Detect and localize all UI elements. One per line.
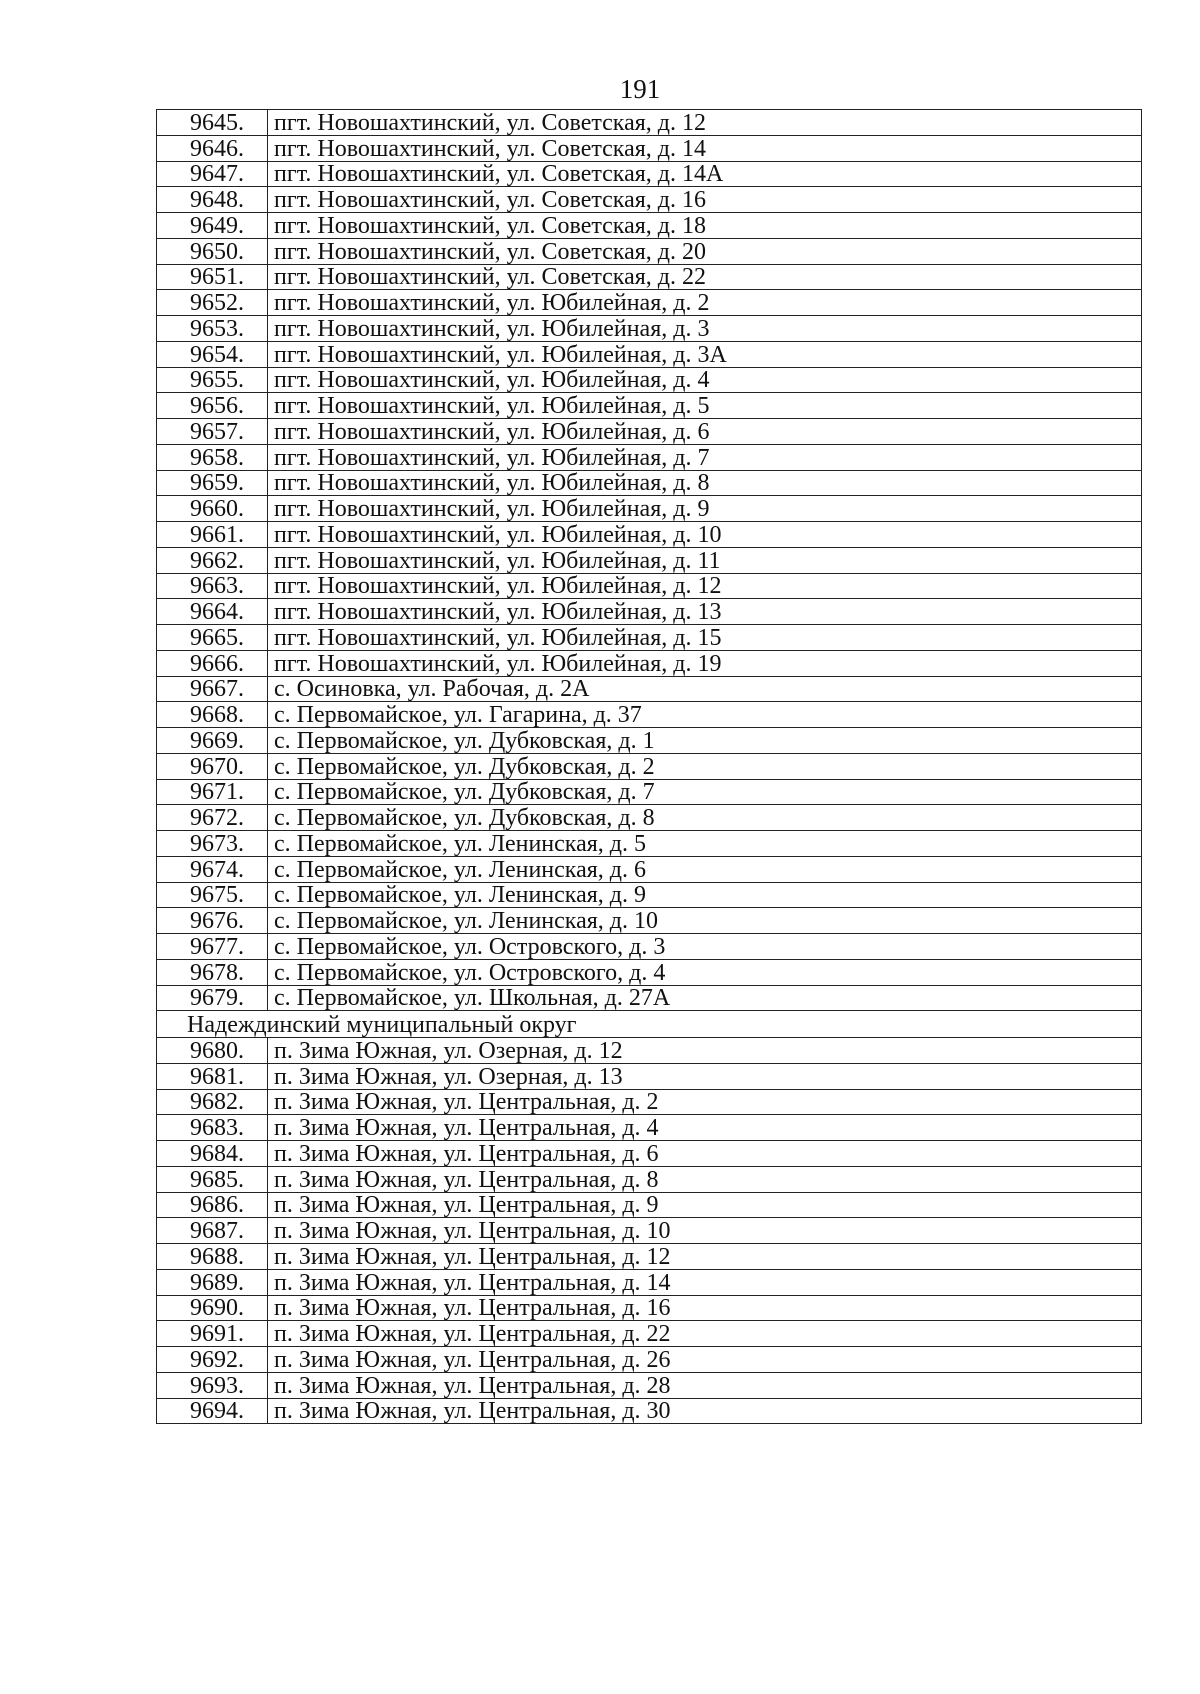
row-number: 9678. xyxy=(157,959,268,985)
row-address: пгт. Новошахтинский, ул. Советская, д. 20 xyxy=(268,238,1142,264)
row-address: пгт. Новошахтинский, ул. Юбилейная, д. 11 xyxy=(268,547,1142,573)
row-address: п. Зима Южная, ул. Озерная, д. 12 xyxy=(268,1038,1142,1064)
row-number: 9671. xyxy=(157,779,268,805)
row-address: пгт. Новошахтинский, ул. Юбилейная, д. 3А xyxy=(268,341,1142,367)
table-row xyxy=(157,934,1142,960)
row-number: 9677. xyxy=(157,934,268,960)
row-number: 9676. xyxy=(157,908,268,934)
table-row xyxy=(157,1089,1142,1115)
row-number: 9679. xyxy=(157,985,268,1011)
table-row xyxy=(157,316,1142,342)
row-number: 9672. xyxy=(157,805,268,831)
row-number: 9651. xyxy=(157,264,268,290)
row-address: п. Зима Южная, ул. Центральная, д. 28 xyxy=(268,1372,1142,1398)
row-number: 9647. xyxy=(157,161,268,187)
row-number: 9659. xyxy=(157,470,268,496)
row-address: п. Зима Южная, ул. Центральная, д. 14 xyxy=(268,1269,1142,1295)
row-number: 9680. xyxy=(157,1038,268,1064)
row-address: с. Осиновка, ул. Рабочая, д. 2А xyxy=(268,676,1142,702)
table-row xyxy=(157,985,1142,1011)
row-address: с. Первомайское, ул. Дубковская, д. 1 xyxy=(268,728,1142,754)
row-address: с. Первомайское, ул. Гагарина, д. 37 xyxy=(268,702,1142,728)
row-address: пгт. Новошахтинский, ул. Советская, д. 12 xyxy=(268,110,1142,136)
row-address: п. Зима Южная, ул. Центральная, д. 9 xyxy=(268,1192,1142,1218)
row-address: п. Зима Южная, ул. Озерная, д. 13 xyxy=(268,1063,1142,1089)
section-title: Надеждинский муниципальный округ xyxy=(157,1011,1142,1038)
row-number: 9670. xyxy=(157,753,268,779)
row-address: пгт. Новошахтинский, ул. Юбилейная, д. 7 xyxy=(268,444,1142,470)
table-row xyxy=(157,213,1142,239)
address-table-body xyxy=(157,110,1142,1424)
table-row xyxy=(157,856,1142,882)
row-number: 9685. xyxy=(157,1166,268,1192)
row-address: п. Зима Южная, ул. Центральная, д. 26 xyxy=(268,1347,1142,1373)
row-number: 9660. xyxy=(157,496,268,522)
table-row xyxy=(157,444,1142,470)
row-number: 9688. xyxy=(157,1244,268,1270)
table-row xyxy=(157,1115,1142,1141)
row-number: 9658. xyxy=(157,444,268,470)
row-address: с. Первомайское, ул. Ленинская, д. 10 xyxy=(268,908,1142,934)
table-row xyxy=(157,522,1142,548)
row-number: 9646. xyxy=(157,135,268,161)
row-number: 9645. xyxy=(157,110,268,136)
row-address: с. Первомайское, ул. Ленинская, д. 6 xyxy=(268,856,1142,882)
row-address: с. Первомайское, ул. Школьная, д. 27А xyxy=(268,985,1142,1011)
table-row xyxy=(157,1063,1142,1089)
address-table xyxy=(156,109,1142,1424)
table-row xyxy=(157,1321,1142,1347)
table-row xyxy=(157,1192,1142,1218)
row-number: 9683. xyxy=(157,1115,268,1141)
table-row xyxy=(157,1269,1142,1295)
table-row xyxy=(157,1398,1142,1424)
table-row xyxy=(157,650,1142,676)
row-address: п. Зима Южная, ул. Центральная, д. 16 xyxy=(268,1295,1142,1321)
row-number: 9656. xyxy=(157,393,268,419)
table-row xyxy=(157,419,1142,445)
row-number: 9682. xyxy=(157,1089,268,1115)
row-number: 9652. xyxy=(157,290,268,316)
table-row xyxy=(157,1372,1142,1398)
section-row xyxy=(157,1011,1142,1038)
table-row xyxy=(157,1295,1142,1321)
row-address: п. Зима Южная, ул. Центральная, д. 4 xyxy=(268,1115,1142,1141)
table-row xyxy=(157,882,1142,908)
row-number: 9664. xyxy=(157,599,268,625)
row-number: 9681. xyxy=(157,1063,268,1089)
row-address: с. Первомайское, ул. Ленинская, д. 9 xyxy=(268,882,1142,908)
row-address: пгт. Новошахтинский, ул. Юбилейная, д. 15 xyxy=(268,625,1142,651)
table-row xyxy=(157,496,1142,522)
row-address: пгт. Новошахтинский, ул. Советская, д. 18 xyxy=(268,213,1142,239)
row-address: пгт. Новошахтинский, ул. Советская, д. 22 xyxy=(268,264,1142,290)
row-number: 9657. xyxy=(157,419,268,445)
table-row xyxy=(157,290,1142,316)
row-number: 9694. xyxy=(157,1398,268,1424)
row-number: 9663. xyxy=(157,573,268,599)
row-address: п. Зима Южная, ул. Центральная, д. 30 xyxy=(268,1398,1142,1424)
row-number: 9690. xyxy=(157,1295,268,1321)
row-number: 9675. xyxy=(157,882,268,908)
table-row xyxy=(157,779,1142,805)
row-number: 9669. xyxy=(157,728,268,754)
row-number: 9653. xyxy=(157,316,268,342)
row-number: 9674. xyxy=(157,856,268,882)
row-address: п. Зима Южная, ул. Центральная, д. 22 xyxy=(268,1321,1142,1347)
row-address: пгт. Новошахтинский, ул. Юбилейная, д. 12 xyxy=(268,573,1142,599)
row-address: п. Зима Южная, ул. Центральная, д. 10 xyxy=(268,1218,1142,1244)
row-number: 9650. xyxy=(157,238,268,264)
table-row xyxy=(157,625,1142,651)
table-row xyxy=(157,959,1142,985)
row-number: 9673. xyxy=(157,831,268,857)
row-number: 9693. xyxy=(157,1372,268,1398)
row-address: пгт. Новошахтинский, ул. Юбилейная, д. 4 xyxy=(268,367,1142,393)
row-address: пгт. Новошахтинский, ул. Юбилейная, д. 10 xyxy=(268,522,1142,548)
table-row xyxy=(157,831,1142,857)
row-address: п. Зима Южная, ул. Центральная, д. 2 xyxy=(268,1089,1142,1115)
table-row xyxy=(157,676,1142,702)
row-number: 9666. xyxy=(157,650,268,676)
row-address: пгт. Новошахтинский, ул. Юбилейная, д. 5 xyxy=(268,393,1142,419)
table-row xyxy=(157,908,1142,934)
row-address: с. Первомайское, ул. Дубковская, д. 2 xyxy=(268,753,1142,779)
table-row xyxy=(157,238,1142,264)
row-address: п. Зима Южная, ул. Центральная, д. 6 xyxy=(268,1141,1142,1167)
table-row xyxy=(157,470,1142,496)
table-row xyxy=(157,599,1142,625)
row-address: пгт. Новошахтинский, ул. Юбилейная, д. 8 xyxy=(268,470,1142,496)
row-number: 9648. xyxy=(157,187,268,213)
table-row xyxy=(157,135,1142,161)
table-row xyxy=(157,728,1142,754)
row-address: с. Первомайское, ул. Ленинская, д. 5 xyxy=(268,831,1142,857)
row-number: 9667. xyxy=(157,676,268,702)
table-row xyxy=(157,1347,1142,1373)
row-address: пгт. Новошахтинский, ул. Юбилейная, д. 6 xyxy=(268,419,1142,445)
table-row xyxy=(157,187,1142,213)
table-row xyxy=(157,341,1142,367)
row-address: пгт. Новошахтинский, ул. Юбилейная, д. 2 xyxy=(268,290,1142,316)
table-row xyxy=(157,573,1142,599)
row-number: 9649. xyxy=(157,213,268,239)
row-number: 9654. xyxy=(157,341,268,367)
row-address: пгт. Новошахтинский, ул. Юбилейная, д. 19 xyxy=(268,650,1142,676)
row-number: 9691. xyxy=(157,1321,268,1347)
row-address: пгт. Новошахтинский, ул. Советская, д. 14 xyxy=(268,135,1142,161)
table-row xyxy=(157,393,1142,419)
table-row xyxy=(157,1141,1142,1167)
page-number: 191 xyxy=(619,74,661,104)
row-number: 9686. xyxy=(157,1192,268,1218)
row-address: пгт. Новошахтинский, ул. Юбилейная, д. 9 xyxy=(268,496,1142,522)
row-number: 9692. xyxy=(157,1347,268,1373)
table-row xyxy=(157,1244,1142,1270)
row-address: пгт. Новошахтинский, ул. Юбилейная, д. 13 xyxy=(268,599,1142,625)
row-number: 9684. xyxy=(157,1141,268,1167)
row-number: 9655. xyxy=(157,367,268,393)
table-row xyxy=(157,161,1142,187)
table-row xyxy=(157,264,1142,290)
row-address: пгт. Новошахтинский, ул. Советская, д. 14А xyxy=(268,161,1142,187)
table-row xyxy=(157,110,1142,136)
row-address: с. Первомайское, ул. Островского, д. 4 xyxy=(268,959,1142,985)
row-address: п. Зима Южная, ул. Центральная, д. 8 xyxy=(268,1166,1142,1192)
row-number: 9665. xyxy=(157,625,268,651)
row-number: 9687. xyxy=(157,1218,268,1244)
row-number: 9689. xyxy=(157,1269,268,1295)
table-row xyxy=(157,1038,1142,1064)
row-address: пгт. Новошахтинский, ул. Советская, д. 16 xyxy=(268,187,1142,213)
table-row xyxy=(157,547,1142,573)
table-row xyxy=(157,1166,1142,1192)
row-number: 9661. xyxy=(157,522,268,548)
row-address: с. Первомайское, ул. Дубковская, д. 7 xyxy=(268,779,1142,805)
table-row xyxy=(157,367,1142,393)
table-row xyxy=(157,805,1142,831)
row-number: 9668. xyxy=(157,702,268,728)
row-address: с. Первомайское, ул. Дубковская, д. 8 xyxy=(268,805,1142,831)
table-row xyxy=(157,702,1142,728)
row-address: пгт. Новошахтинский, ул. Юбилейная, д. 3 xyxy=(268,316,1142,342)
row-address: с. Первомайское, ул. Островского, д. 3 xyxy=(268,934,1142,960)
row-number: 9662. xyxy=(157,547,268,573)
table-row xyxy=(157,1218,1142,1244)
row-address: п. Зима Южная, ул. Центральная, д. 12 xyxy=(268,1244,1142,1270)
table-row xyxy=(157,753,1142,779)
